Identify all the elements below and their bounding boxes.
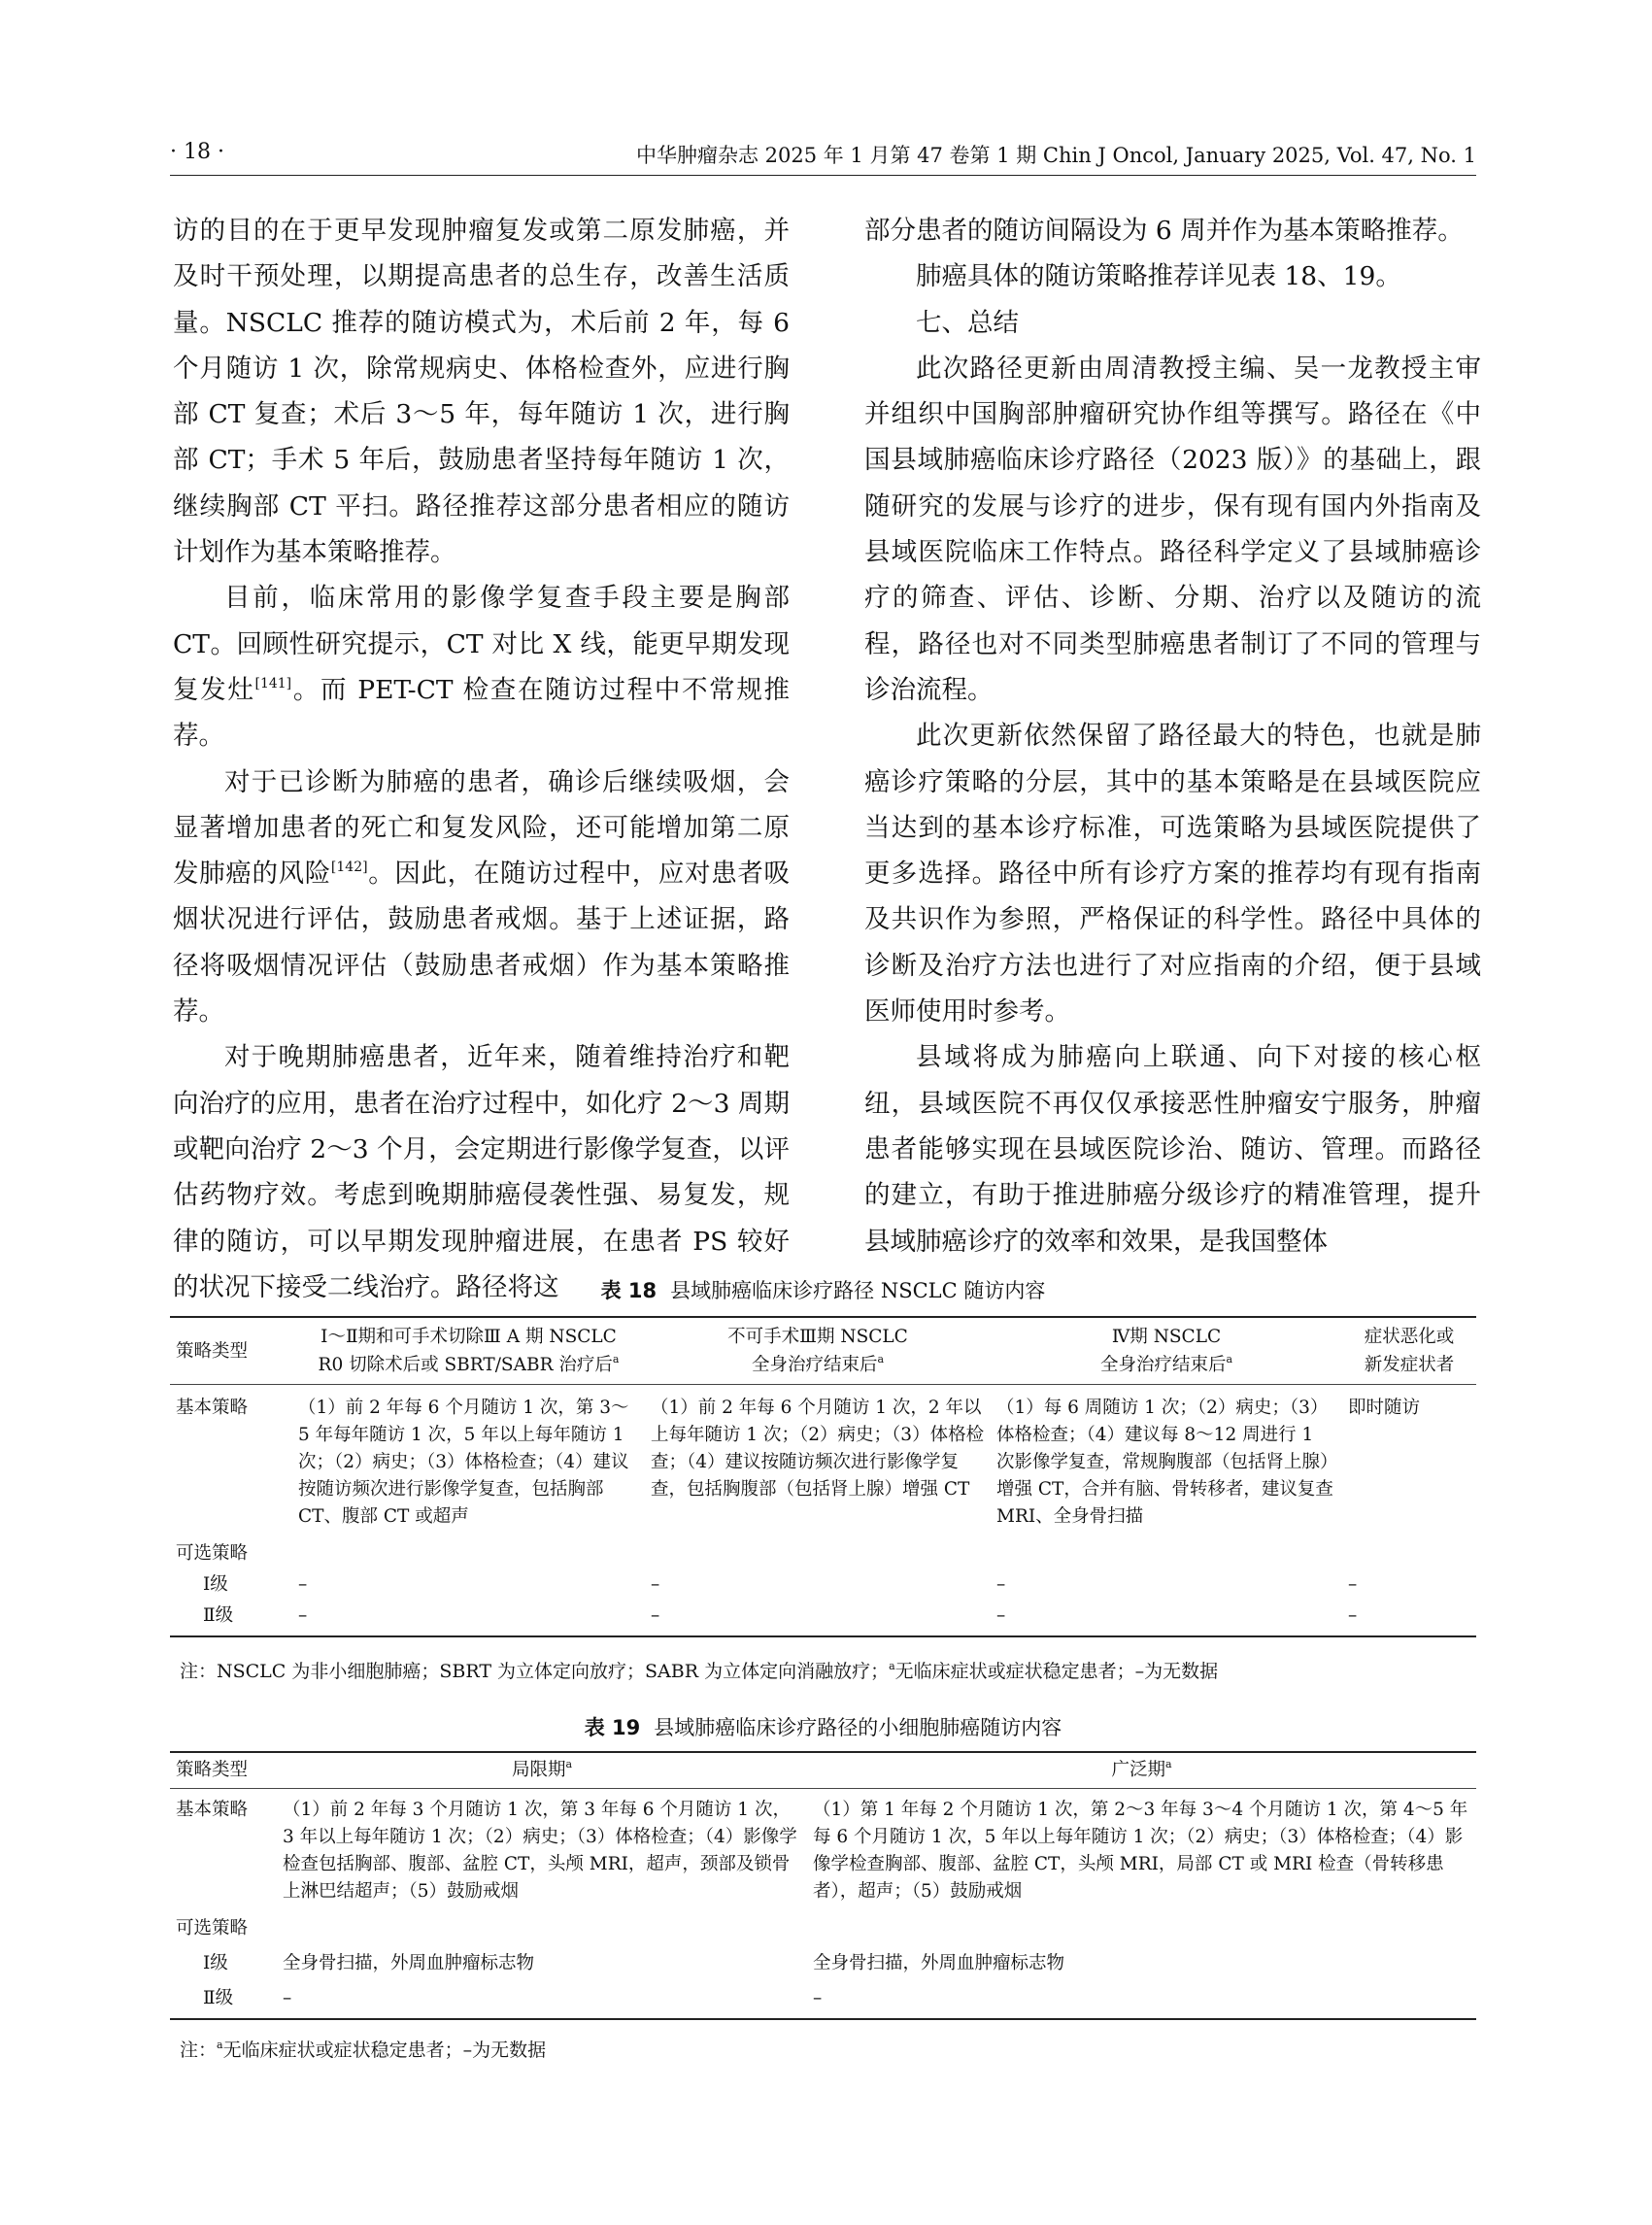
row-label-basic: 基本策略 [176,1398,249,1418]
row-label-level2: Ⅱ级 [203,1988,234,2008]
row-label-optional: 可选策略 [176,1918,249,1938]
table-cell: （1）前 2 年每 6 个月随访 1 次，第 3～5 年每年随访 1 次，5 年以上每年随访 1 次；（2）病史；（3）体格检查；（4）建议按随访频次进行影像学复查，包括胸部 CT、腹部 CT 或超声 [298,1398,629,1527]
table-cell: – [1348,1605,1358,1626]
journal-citation: 中华肿瘤杂志 2025 年 1 月第 47 卷第 1 期 Chin J Oncol, January 2025, Vol. 47, No. 1 [635,144,1476,167]
table-cell: （1）每 6 周随访 1 次；（2）病史；（3）体格检查；（4）建议每 8～12 周进行 1 次影像学复查，常规胸腹部（包括肾上腺）增强 CT，合并有脑、骨转移者，建议复查 MRI、全身骨扫描 [996,1398,1333,1527]
left-text-column [173,208,790,1310]
page-header [170,136,1476,176]
paragraph: 对于已诊断为肺癌的患者，确诊后继续吸烟，会显著增加患者的死亡和复发风险，还可能增加第二原发肺癌的风险[142]。因此，在随访过程中，应对患者吸烟状况进行评估，鼓励患者戒烟。基于上述证据，路径将吸烟情况评估（鼓励患者戒烟）作为基本策略推荐。 [173,766,791,1028]
table-cell: – [1348,1574,1358,1595]
table-cell: – [298,1574,308,1595]
table-header-row [170,1317,1476,1385]
table-row [170,1907,1476,1944]
table-cell: （1）前 2 年每 6 个月随访 1 次，2 年以上每年随访 1 次；（2）病史；（3）体格检查；（4）建议按随访频次进行影像学复查，包括胸腹部（包括肾上腺）增强 CT [651,1398,985,1500]
paragraph: 目前，临床常用的影像学复查手段主要是胸部 CT。回顾性研究提示，CT 对比 X 线，能更早期发现复发灶[141]。而 PET-CT 检查在随访过程中不常规推荐。 [173,583,791,752]
header-symptom-worsening: 症状恶化或 新发症状者 [1364,1327,1455,1375]
header-unresectable-stage-3: 不可手术Ⅲ期 NSCLC 全身治疗结束后$^a$ [727,1327,908,1375]
table19-caption [170,1712,1476,1741]
header-limited-stage: 局限期$^a$ [511,1758,573,1780]
paragraph: 此次路径更新由周清教授主编、吴一龙教授主审并组织中国胸部肿瘤研究协作组等撰写。路径在《中国县域肺癌临床诊疗路径（2023 版）》的基础上，跟随研究的发展与诊疗的进步，保有现有国内外指南及县域医院临床工作特点。路径科学定义了县域肺癌诊疗的筛查、评估、诊断、分期、治疗以及随访的流程，路径也对不同类型肺癌患者制订了不同的管理与诊治流程。 [864,353,1481,705]
table-title: 县域肺癌临床诊疗路径的小细胞肺癌随访内容 [654,1716,1062,1739]
table-row [170,1601,1476,1636]
table-row [170,1944,1476,1979]
table-number: 表 19 [584,1716,641,1739]
row-label-level2: Ⅱ级 [203,1605,234,1626]
table-cell: （1）前 2 年每 3 个月随访 1 次，第 3 年每 6 个月随访 1 次，3 年以上每年随访 1 次；（2）病史；（3）体格检查；（4）影像学检查包括胸部、腹部、盆腔 CT，头颅 MRI，超声，颈部及锁骨上淋巴结超声；（5）鼓励戒烟 [283,1800,797,1902]
table-row [170,1533,1476,1569]
paragraph: 县域将成为肺癌向上联通、向下对接的核心枢纽，县域医院不再仅仅承接恶性肿瘤安宁服务，肿瘤患者能够实现在县域医院诊治、随访、管理。而路径的建立，有助于推进肺癌分级诊疗的精准管理，提升县域肺癌诊疗的效率和效果，是我国整体 [864,1042,1481,1257]
table-cell: – [996,1605,1006,1626]
table-row [170,1979,1476,2019]
header-stage-1-3a: Ⅰ～Ⅱ期和可手术切除Ⅲ A 期 NSCLC R0 切除术后或 SBRT/SABR 治疗后$^a$ [318,1327,620,1375]
citation-ref: [141] [254,675,292,691]
table-row [170,1789,1476,1908]
table19-note: 注：$^a$无临床症状或症状稳定患者；–为无数据 [180,2039,547,2061]
paragraph: 肺癌具体的随访策略推荐详见表 18、19。 [916,261,1401,292]
header-extensive-stage: 广泛期$^a$ [1111,1758,1172,1780]
table-cell: – [996,1574,1006,1595]
row-label-basic: 基本策略 [176,1800,249,1820]
row-label-optional: 可选策略 [176,1543,249,1564]
table-number: 表 18 [600,1279,657,1302]
table18-caption [170,1275,1476,1304]
row-label-level1: Ⅰ级 [203,1953,228,1973]
table-cell: – [298,1605,308,1626]
header-strategy-type: 策略类型 [176,1760,249,1780]
paragraph: 此次更新依然保留了路径最大的特色，也就是肺癌诊疗策略的分层，其中的基本策略是在县域医院应当达到的基本诊疗标准，可选策略为县域医院提供了更多选择。路径中所有诊疗方案的推荐均有现有指南及共识作为参照，严格保证的科学性。路径中具体的诊断及治疗方法也进行了对应指南的介绍，便于县域医师使用时参考。 [864,721,1481,1028]
paragraph: 访的目的在于更早发现肿瘤复发或第二原发肺癌，并及时干预处理，以期提高患者的总生存，改善生活质量。NSCLC 推荐的随访模式为，术后前 2 年，每 6 个月随访 1 次，除常规病史、体格检查外，应进行胸部 CT 复查；术后 3～5 年，每年随访 1 次，进行胸部 CT；手术 5 年后，鼓励患者坚持每年随访 1 次，继续胸部 CT 平扫。路径推荐这部分患者相应的随访计划作为基本策略推荐。 [173,216,790,568]
table-cell: – [651,1605,660,1626]
header-stage-4: Ⅳ期 NSCLC 全身治疗结束后$^a$ [1099,1327,1233,1375]
row-label-level1: Ⅰ级 [203,1574,228,1595]
table-row [170,1385,1476,1534]
table-row [170,1569,1476,1601]
table-cell: – [813,1988,823,2008]
table18 [170,1316,1476,1637]
table-cell: 全身骨扫描，外周血肿瘤标志物 [813,1953,1065,1973]
table-title: 县域肺癌临床诊疗路径 NSCLC 随访内容 [670,1279,1046,1302]
paragraph: 部分患者的随访间隔设为 6 周并作为基本策略推荐。 [864,216,1464,246]
right-text-column [864,208,1481,1264]
table-cell: – [651,1574,660,1595]
table19 [170,1751,1476,2020]
table18-note: 注：NSCLC 为非小细胞肺癌；SBRT 为立体定向放疗；SABR 为立体定向消融放疗；$^a$无临床症状或症状稳定患者；–为无数据 [180,1660,1219,1682]
table-cell: – [283,1988,292,2008]
table-cell: 全身骨扫描，外周血肿瘤标志物 [283,1953,535,1973]
table-cell: （1）第 1 年每 2 个月随访 1 次，第 2～3 年每 3～4 个月随访 1 次，第 4～5 年每 6 个月随访 1 次，5 年以上每年随访 1 次；（2）病史；（3）体格检查；（4）影像学检查胸部、腹部、盆腔 CT，头颅 MRI，局部 CT 或 MRI 检查（骨转移患者），超声；（5）鼓励戒烟 [813,1800,1468,1902]
table-cell: 即时随访 [1348,1398,1421,1418]
page-number: · 18 · [170,140,224,164]
citation-ref: [142] [330,860,368,876]
header-strategy-type: 策略类型 [176,1340,249,1362]
table-header-row [170,1752,1476,1789]
section-heading: 七、总结 [916,307,1019,338]
paragraph: 对于晚期肺癌患者，近年来，随着维持治疗和靶向治疗的应用，患者在治疗过程中，如化疗 2～3 周期或靶向治疗 2～3 个月，会定期进行影像学复查，以评估药物疗效。考虑到晚期肺癌侵袭性强、易复发，规律的随访，可以早期发现肿瘤进展，在患者 PS 较好的状况下接受二线治疗。路径将这 [173,1042,790,1302]
